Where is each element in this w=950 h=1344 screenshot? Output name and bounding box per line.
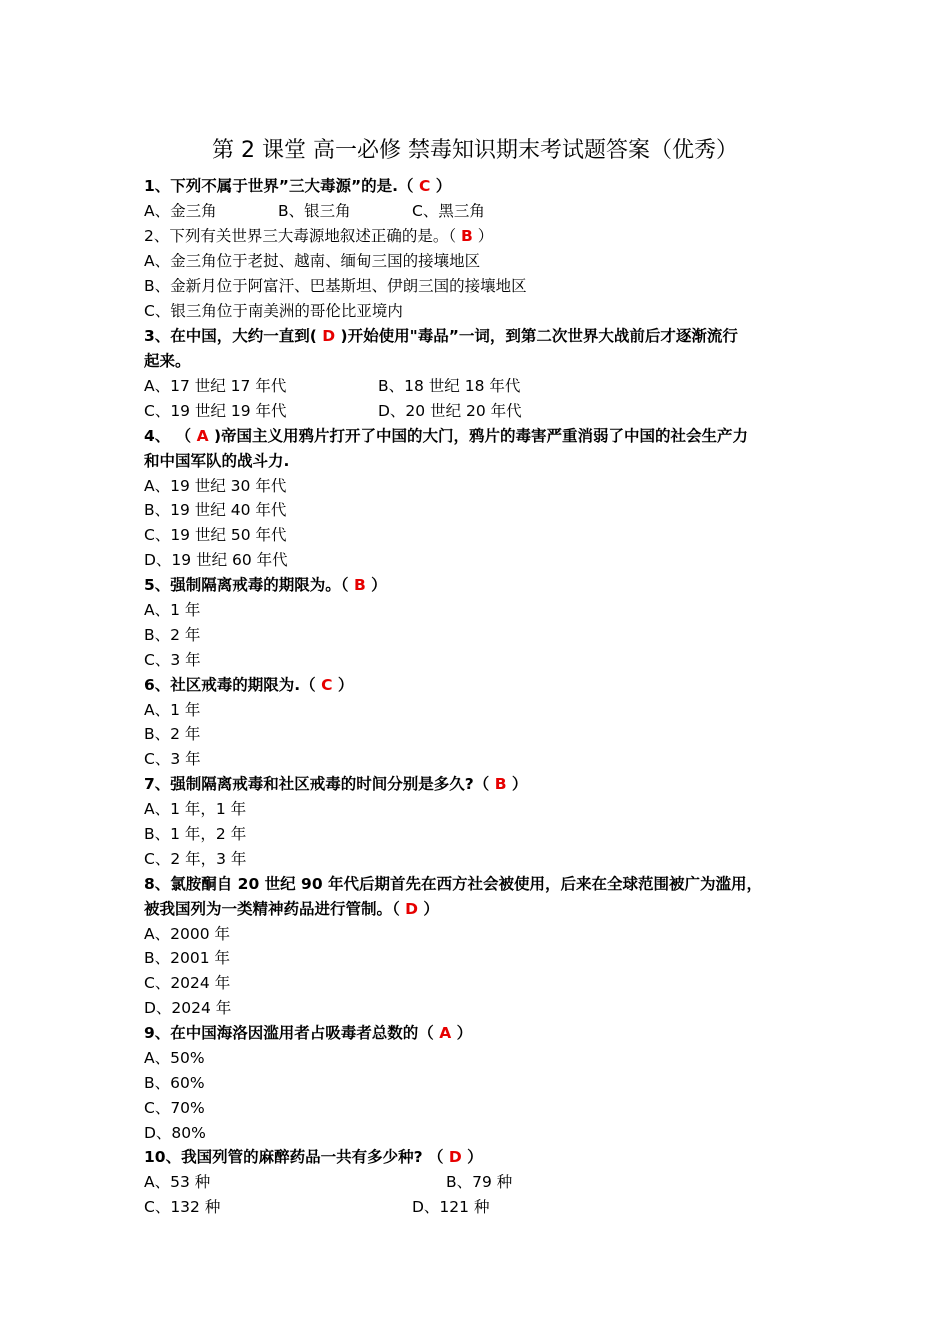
- option: C、黑三角: [412, 202, 485, 220]
- option: B、金新月位于阿富汗、巴基斯坦、伊朗三国的接壤地区: [144, 277, 527, 295]
- option: C、19 世纪 19 年代: [144, 402, 287, 420]
- option: B、2 年: [144, 626, 201, 644]
- question-3-line2: 起来。: [144, 352, 191, 370]
- option: A、53 种: [144, 1173, 211, 1191]
- option: C、3 年: [144, 651, 201, 669]
- question-1: 1、下列不属于世界”三大毒源”的是.（ C ）: [144, 177, 452, 195]
- option: A、1 年: [144, 701, 201, 719]
- answer-letter: D: [405, 900, 419, 918]
- question-6: 6、社区戒毒的期限为.（ C ）: [144, 676, 354, 694]
- option: C、132 种: [144, 1198, 221, 1216]
- answer-letter: C: [321, 676, 333, 694]
- option: A、1 年，1 年: [144, 800, 247, 818]
- option: C、银三角位于南美洲的哥伦比亚境内: [144, 302, 403, 320]
- option: D、19 世纪 60 年代: [144, 551, 288, 569]
- question-4: 4、 （ A )帝国主义用鸦片打开了中国的大门，鸦片的毒害严重消弱了中国的社会生产力: [144, 427, 749, 445]
- option: A、金三角: [144, 202, 217, 220]
- option: D、80%: [144, 1124, 206, 1142]
- option: C、2 年，3 年: [144, 850, 247, 868]
- answer-letter: C: [418, 177, 431, 195]
- option: C、19 世纪 50 年代: [144, 526, 287, 544]
- option: B、18 世纪 18 年代: [378, 377, 521, 395]
- answer-letter: A: [196, 427, 209, 445]
- option: B、19 世纪 40 年代: [144, 501, 287, 519]
- answer-letter: B: [494, 775, 507, 793]
- option: A、2000 年: [144, 925, 230, 943]
- question-10: 10、我国列管的麻醉药品一共有多少种? （ D ）: [144, 1148, 483, 1166]
- option: C、70%: [144, 1099, 205, 1117]
- option: B、60%: [144, 1074, 205, 1092]
- answer-letter: D: [322, 327, 336, 345]
- option: B、79 种: [446, 1173, 513, 1191]
- option: C、2024 年: [144, 974, 231, 992]
- question-3: 3、在中国，大约一直到( D )开始使用"毒品”一词，到第二次世界大战前后才逐渐流行: [144, 327, 738, 345]
- option: B、银三角: [278, 202, 351, 220]
- option: B、2001 年: [144, 949, 231, 967]
- option: B、2 年: [144, 725, 201, 743]
- option: A、1 年: [144, 601, 201, 619]
- question-5: 5、强制隔离戒毒的期限为。（ B ）: [144, 576, 387, 594]
- option: B、1 年，2 年: [144, 825, 247, 843]
- question-2: 2、下列有关世界三大毒源地叙述正确的是。（ B ）: [144, 227, 494, 245]
- page-title: 第 2 课堂 高一必修 禁毒知识期末考试题答案（优秀）: [212, 138, 738, 163]
- option: A、19 世纪 30 年代: [144, 477, 287, 495]
- question-7: 7、强制隔离戒毒和社区戒毒的时间分别是多久?（ B ）: [144, 775, 528, 793]
- question-4-line2: 和中国军队的战斗力.: [144, 452, 290, 470]
- option: A、金三角位于老挝、越南、缅甸三国的接壤地区: [144, 252, 481, 270]
- answer-letter: D: [448, 1148, 462, 1166]
- answer-letter: A: [439, 1024, 452, 1042]
- option: A、50%: [144, 1049, 205, 1067]
- question-8: 8、氯胺酮自 20 世纪 90 年代后期首先在西方社会被使用，后来在全球范围被广为滥用，: [144, 875, 763, 893]
- question-9: 9、在中国海洛因滥用者占吸毒者总数的（ A ）: [144, 1024, 473, 1042]
- answer-letter: B: [461, 227, 473, 245]
- option: D、121 种: [412, 1198, 490, 1216]
- option: C、3 年: [144, 750, 201, 768]
- option: D、2024 年: [144, 999, 232, 1017]
- option: D、20 世纪 20 年代: [378, 402, 522, 420]
- answer-letter: B: [353, 576, 366, 594]
- option: A、17 世纪 17 年代: [144, 377, 287, 395]
- question-8-line2: 被我国列为一类精神药品进行管制。（ D ）: [144, 900, 439, 918]
